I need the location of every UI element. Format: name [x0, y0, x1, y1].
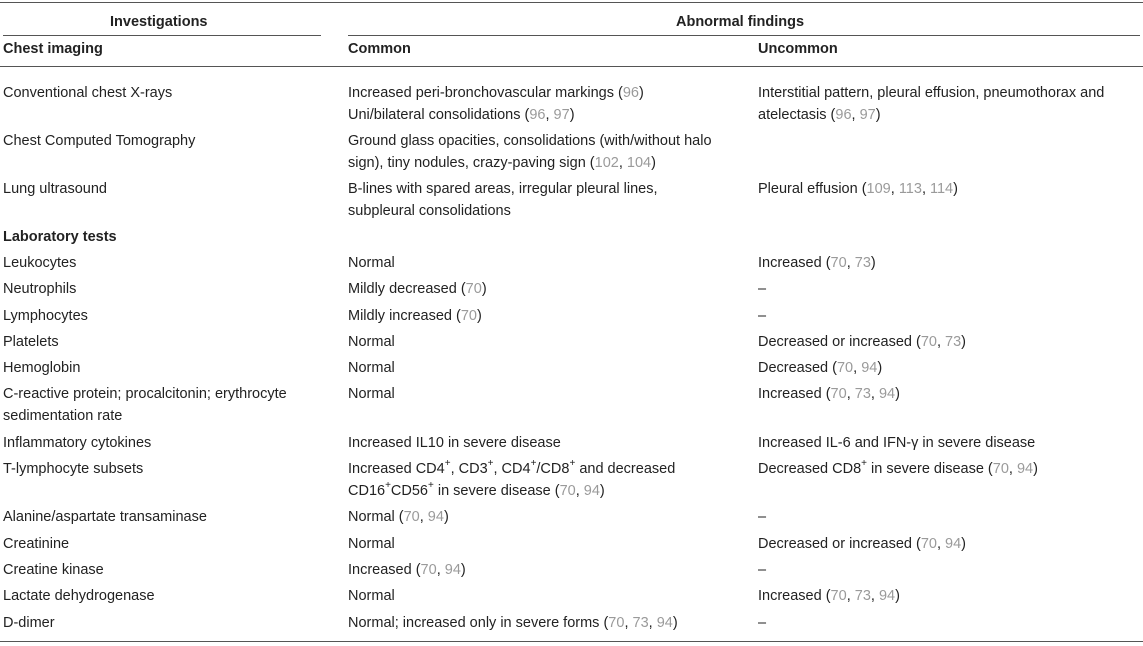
- row-neutrophils-investigation: Neutrophils: [3, 281, 77, 297]
- row-creatinine-uncommon: Decreased or increased (70, 94): [758, 536, 966, 552]
- row-tcell-investigation: T-lymphocyte subsets: [3, 461, 144, 477]
- row-lymphocytes-uncommon: –: [758, 308, 767, 324]
- citation-link[interactable]: 73: [632, 615, 649, 631]
- row-cytokines-investigation: Inflammatory cytokines: [3, 435, 152, 451]
- citation-link[interactable]: 70: [465, 281, 482, 297]
- header-common: Common: [348, 41, 411, 57]
- citation-link[interactable]: 94: [1016, 461, 1034, 477]
- top-rule: [0, 2, 1143, 3]
- row-cytokines-common: Increased IL10 in severe disease: [348, 435, 561, 451]
- header-bottom-rule: [0, 66, 1143, 67]
- citation-link[interactable]: 97: [553, 107, 570, 123]
- row-ldh-common: Normal: [348, 588, 395, 604]
- citation-link[interactable]: 94: [583, 483, 600, 499]
- citation-link[interactable]: 109: [866, 181, 891, 197]
- row-ddimer-common: Normal; increased only in severe forms (70, 73, 94): [348, 615, 678, 631]
- header-chest-imaging: Chest imaging: [3, 41, 103, 57]
- row-cytokines-uncommon: Increased IL-6 and IFN-γ in severe disease: [758, 435, 1036, 451]
- row-tcell-common: Increased CD4+, CD3+, CD4+/CD8+ and decreased CD16+CD56+ in severe disease (70, 94): [348, 458, 676, 499]
- citation-link[interactable]: 94: [427, 509, 444, 525]
- citation-link[interactable]: 94: [878, 386, 896, 402]
- citation-link[interactable]: 70: [559, 483, 576, 499]
- row-xray-common: Increased peri-bronchovascular markings (96) Uni/bilateral consolidations (96, 97): [348, 85, 644, 123]
- citation-link[interactable]: 70: [403, 509, 420, 525]
- citation-link[interactable]: 70: [830, 255, 847, 271]
- citation-link[interactable]: 70: [836, 360, 854, 376]
- citation-link[interactable]: 94: [878, 588, 896, 604]
- citation-link[interactable]: 97: [859, 107, 876, 123]
- citation-link[interactable]: 70: [420, 562, 437, 578]
- citation-link[interactable]: 94: [861, 360, 878, 376]
- row-leukocytes-uncommon: Increased (70, 73): [758, 255, 876, 271]
- row-crp-uncommon: Increased (70, 73, 94): [758, 386, 900, 402]
- row-xray-investigation: Conventional chest X-rays: [3, 85, 173, 101]
- citation-link[interactable]: 96: [835, 107, 852, 123]
- row-hemoglobin-uncommon: Decreased (70, 94): [758, 360, 883, 376]
- row-ultrasound-uncommon: Pleural effusion (109, 113, 114): [758, 181, 958, 197]
- citation-link[interactable]: 70: [608, 615, 625, 631]
- row-neutrophils-common: Mildly decreased (70): [348, 281, 487, 297]
- citation-link[interactable]: 94: [945, 536, 962, 552]
- header-investigations: Investigations: [110, 14, 208, 30]
- row-transaminase-common: Normal (70, 94): [348, 509, 449, 525]
- row-ldh-investigation: Lactate dehydrogenase: [3, 588, 155, 604]
- citation-link[interactable]: 70: [920, 334, 937, 350]
- row-ck-common: Increased (70, 94): [348, 562, 466, 578]
- row-tcell-uncommon: Decreased CD8+ in severe disease (70, 94): [758, 458, 1038, 477]
- header-uncommon: Uncommon: [758, 41, 838, 57]
- section-laboratory-tests: Laboratory tests: [3, 229, 117, 245]
- citation-link[interactable]: 70: [460, 308, 477, 324]
- row-platelets-investigation: Platelets: [3, 334, 59, 350]
- row-ck-uncommon: –: [758, 562, 767, 578]
- row-leukocytes-investigation: Leukocytes: [3, 255, 77, 271]
- row-ldh-uncommon: Increased (70, 73, 94): [758, 588, 900, 604]
- citation-link[interactable]: 70: [992, 461, 1009, 477]
- row-ddimer-uncommon: –: [758, 615, 767, 631]
- citation-link[interactable]: 102: [594, 155, 619, 171]
- row-crp-common: Normal: [348, 386, 395, 402]
- row-lymphocytes-common: Mildly increased (70): [348, 308, 482, 324]
- citation-link[interactable]: 73: [945, 334, 962, 350]
- row-creatinine-investigation: Creatinine: [3, 536, 70, 552]
- row-platelets-common: Normal: [348, 334, 395, 350]
- citation-link[interactable]: 70: [830, 588, 847, 604]
- row-platelets-uncommon: Decreased or increased (70, 73): [758, 334, 966, 350]
- row-neutrophils-uncommon: –: [758, 281, 767, 297]
- citation-link[interactable]: 73: [854, 386, 871, 402]
- row-crp-investigation: C-reactive protein; procalcitonin; erythrocyte sedimentation rate: [3, 386, 287, 424]
- header-abnormal-findings: Abnormal findings: [676, 14, 805, 30]
- row-lymphocytes-investigation: Lymphocytes: [3, 308, 88, 324]
- citation-link[interactable]: 73: [854, 588, 871, 604]
- citation-link[interactable]: 70: [830, 386, 847, 402]
- row-ddimer-investigation: D-dimer: [3, 615, 55, 631]
- row-ultrasound-investigation: Lung ultrasound: [3, 181, 107, 197]
- row-hemoglobin-investigation: Hemoglobin: [3, 360, 81, 376]
- citation-link[interactable]: 114: [930, 181, 954, 197]
- header-sub-rule-right: [348, 35, 1140, 36]
- row-ultrasound-common: B-lines with spared areas, irregular pleural lines, subpleural consolidations: [348, 181, 658, 219]
- row-ct-common: Ground glass opacities, consolidations (with/without halo sign), tiny nodules, crazy-paving sign (102, 104): [348, 133, 712, 171]
- row-creatinine-common: Normal: [348, 536, 395, 552]
- row-transaminase-uncommon: –: [758, 509, 767, 525]
- citation-link[interactable]: 96: [529, 107, 546, 123]
- bottom-rule: [0, 641, 1143, 642]
- row-hemoglobin-common: Normal: [348, 360, 395, 376]
- row-ct-investigation: Chest Computed Tomography: [3, 133, 196, 149]
- citation-link[interactable]: 94: [656, 615, 673, 631]
- citation-link[interactable]: 94: [444, 562, 461, 578]
- header-sub-rule-left: [3, 35, 321, 36]
- row-ck-investigation: Creatine kinase: [3, 562, 104, 578]
- citation-link[interactable]: 96: [622, 85, 639, 101]
- row-xray-uncommon: Interstitial pattern, pleural effusion, pneumothorax and atelectasis (96, 97): [758, 85, 1105, 123]
- citation-link[interactable]: 104: [626, 155, 652, 171]
- citation-link[interactable]: 73: [854, 255, 871, 271]
- row-leukocytes-common: Normal: [348, 255, 395, 271]
- citation-link[interactable]: 70: [920, 536, 937, 552]
- citation-link[interactable]: 113: [898, 181, 922, 197]
- row-transaminase-investigation: Alanine/aspartate transaminase: [3, 509, 207, 525]
